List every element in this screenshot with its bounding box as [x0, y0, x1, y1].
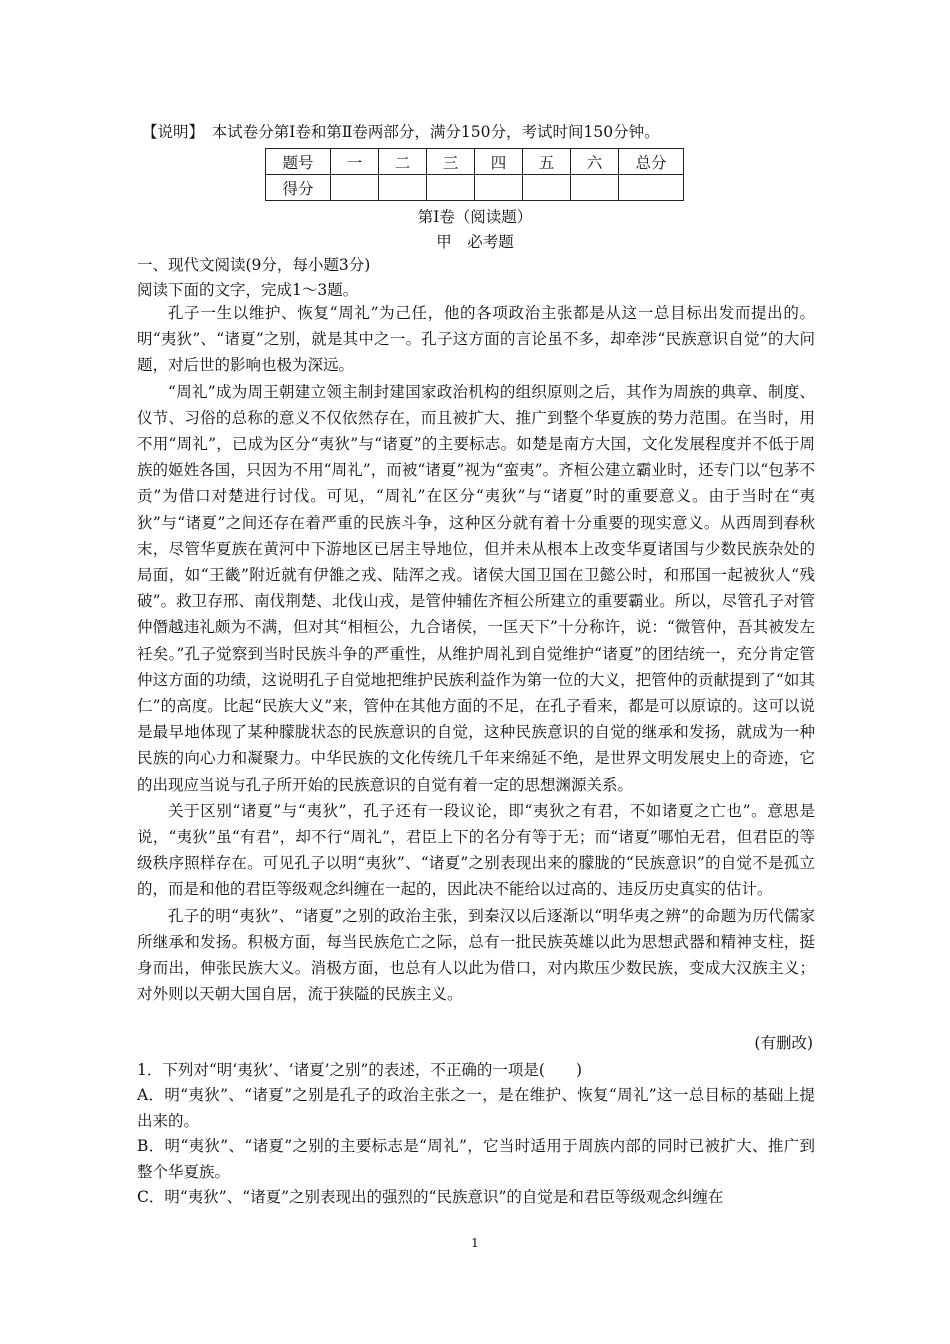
score-cell — [379, 175, 427, 201]
score-table — [265, 148, 684, 201]
score-header-cell: 一 — [331, 149, 379, 175]
page-number: 1 — [471, 1236, 479, 1250]
passage-paragraph: 孔子一生以维护、恢复“周礼”为己任，他的各项政治主张都是从这一总目标出发而提出的。明“夷狄”、“诸夏”之别，就是其中之一。孔子这方面的言论虽不多，却牵涉“民族意识自觉”的大问题，对后世的影响也极为深远。 — [137, 304, 815, 375]
score-row-label: 得分 — [266, 175, 331, 201]
exam-note: 【说明】 本试卷分第Ⅰ卷和第Ⅱ卷两部分，满分150分，考试时间150分钟。 — [142, 123, 660, 141]
question-1-stem: 1．下列对“明‘夷狄’、‘诸夏’之别”的表述，不正确的一项是( ) — [137, 1061, 583, 1079]
reading-instruction: 阅读下面的文字，完成1～3题。 — [137, 281, 359, 299]
passage-paragraph: “周礼”成为周王朝建立领主制封建国家政治机构的组织原则之后，其作为周族的典章、制度、仪节、习俗的总称的意义不仅依然存在，而且被扩大、推广到整个华夏族的势力范围。在当时，用不用“周礼”，已成为区分“夷狄”与“诸夏”的主要标志。如楚是南方大国，文化发展程度并不低于周族的姬姓各国，只因为不用“周礼”，而被“诸夏”视为“蛮夷”。齐桓公建立霸业时，还专门以“包茅不贡”为借口对楚进行讨伐。可见，“周礼”在区分“夷狄”与“诸夏”时的重要意义。由于当时在“夷狄”与“诸夏”之间还存在着严重的民族斗争，这种区分就有着十分重要的现实意义。从西周到春秋末，尽管华夏族在黄河中下游地区已居主导地位，但并未从根本上改变华夏诸国与少数民族杂处的局面，如“王畿”附近就有伊雒之戎、陆浑之戎。诸侯大国卫国在卫懿公时，和邢国一起被狄人“残破”。救卫存邢、南伐荆楚、北伐山戎，是管仲辅佐齐桓公所建立的重要霸业。所以，尽管孔子对管仲僭越违礼颇为不满，但对其“相桓公，九合诸侯，一匡天下”十分称许，说：“微管仲，吾其被发左衽矣。”孔子觉察到当时民族斗争的严重性，从维护周礼到自觉维护“诸夏”的团结统一，充分肯定管仲这方面的功绩，这说明孔子自觉地把维护民族利益作为第一位的大义，把管仲的贡献提到了“如其仁”的高度。比起“民族大义”来，管仲在其他方面的不足，在孔子看来，都是可以原谅的。这可以说是最早地体现了某种朦胧状态的民族意识的自觉，这种民族意识的自觉的继承和发扬，就成为一种民族的向心力和凝聚力。中华民族的文化传统几千年来绵延不绝，是世界文明发展史上的奇迹，它的出现应当说与孔子所开始的民族意识的自觉有着一定的思想渊源关系。 — [137, 382, 815, 794]
section-title: 甲 必考题 — [436, 233, 514, 251]
question-1-option-a: A．明“夷狄”、“诸夏”之别是孔子的政治主张之一，是在维护、恢复“周礼”这一总目标的基础上提出来的。 — [137, 1086, 815, 1130]
score-cell — [331, 175, 379, 201]
reading-passage — [137, 300, 815, 1007]
score-header-cell: 题号 — [266, 149, 331, 175]
score-cell — [619, 175, 684, 201]
score-header-cell: 五 — [523, 149, 571, 175]
score-header-cell: 六 — [571, 149, 619, 175]
question-1-option-b: B．明“夷狄”、“诸夏”之别的主要标志是“周礼”，它当时适用于周族内部的同时已被扩大、推广到整个华夏族。 — [137, 1137, 815, 1181]
score-header-cell: 四 — [475, 149, 523, 175]
part1-heading: 一、现代文阅读(9分，每小题3分) — [137, 256, 371, 274]
score-table-score-row — [266, 175, 684, 201]
score-table-header-row — [266, 149, 684, 175]
score-cell — [427, 175, 475, 201]
score-cell — [475, 175, 523, 201]
passage-paragraph: 孔子的明“夷狄”、“诸夏”之别的政治主张，到秦汉以后逐渐以“明华夷之辨”的命题为历代儒家所继承和发扬。积极方面，每当民族危亡之际，总有一批民族英雄以此为思想武器和精神支柱，挺身而出，伸张民族大义。消极方面，也总有人以此为借口，对内欺压少数民族，变成大汉族主义；对外则以天朝大国自居，流于狭隘的民族主义。 — [137, 906, 815, 1004]
passage-paragraph: 关于区别“诸夏”与“夷狄”，孔子还有一段议论，即“夷狄之有君，不如诸夏之亡也”。意思是说，“夷狄”虽“有君”，却不行“周礼”，君臣上下的名分有等于无；而“诸夏”哪怕无君，但君臣的等级秩序照样存在。可见孔子以明“夷狄”、“诸夏”之别表现出来的朦胧的“民族意识”的自觉不是孤立的，而是和他的君臣等级观念纠缠在一起的，因此决不能给以过高的、违反历史真实的估计。 — [137, 801, 815, 899]
source-note: (有删改) — [754, 1034, 813, 1052]
score-cell — [523, 175, 571, 201]
score-header-cell: 总分 — [619, 149, 684, 175]
question-1-option-c: C．明“夷狄”、“诸夏”之别表现出的强烈的“民族意识”的自觉是和君臣等级观念纠缠在 — [137, 1188, 724, 1206]
score-header-cell: 三 — [427, 149, 475, 175]
score-header-cell: 二 — [379, 149, 427, 175]
volume-title: 第Ⅰ卷（阅读题） — [417, 208, 533, 226]
score-cell — [571, 175, 619, 201]
